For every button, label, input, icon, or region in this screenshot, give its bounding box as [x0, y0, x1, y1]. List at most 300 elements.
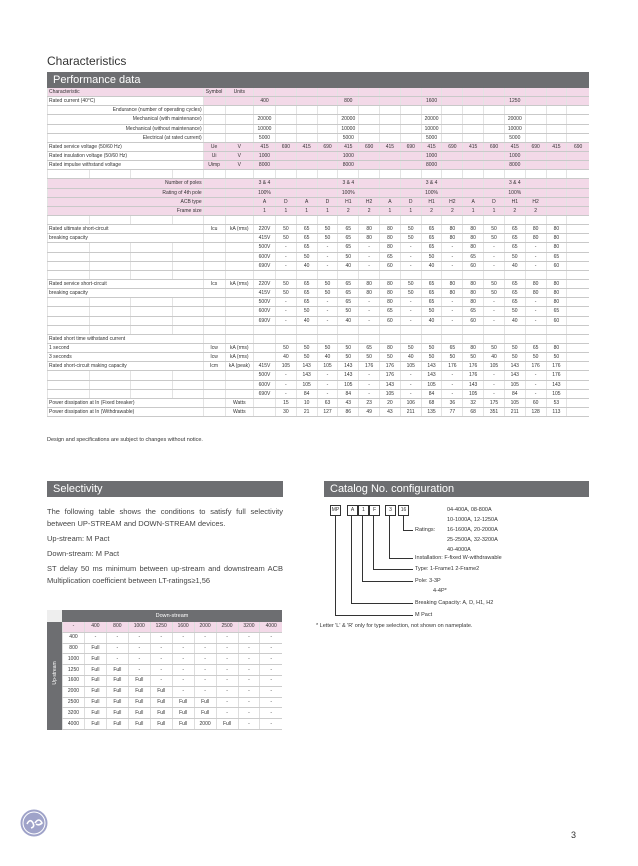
- perf-cell: [567, 206, 589, 215]
- selectivity-cell: -: [260, 643, 282, 654]
- connector-line: [403, 515, 404, 530]
- perf-cell: -: [525, 243, 546, 252]
- selectivity-cell: -: [216, 686, 238, 697]
- perf-cell: Units: [225, 88, 253, 97]
- perf-cell: 80: [380, 343, 401, 352]
- selectivity-cell: 1250: [150, 622, 172, 632]
- perf-cell: [359, 161, 380, 170]
- perf-row: [48, 307, 590, 316]
- perf-cell: [442, 179, 463, 188]
- perf-cell: 80: [546, 289, 567, 298]
- perf-cell: [254, 170, 276, 179]
- perf-cell: 105: [317, 362, 338, 371]
- perf-cell: -: [359, 298, 380, 307]
- perf-cell: 15: [275, 398, 296, 407]
- selectivity-cell: Full: [106, 719, 128, 730]
- perf-cell: Rated short-circuit making capacity: [48, 362, 204, 371]
- perf-cell: -: [359, 380, 380, 389]
- perf-cell: [359, 334, 380, 343]
- perf-cell: 800: [338, 97, 359, 106]
- perf-cell: 50: [400, 343, 421, 352]
- performance-banner: Performance data: [47, 72, 589, 88]
- perf-cell: [296, 106, 317, 115]
- perf-cell: [317, 151, 338, 160]
- perf-cell: [317, 325, 338, 334]
- selectivity-cell: -: [172, 675, 194, 686]
- perf-cell: 84: [338, 389, 359, 398]
- perf-cell: Uimp: [203, 161, 225, 170]
- perf-cell: V: [225, 151, 253, 160]
- perf-cell: -: [484, 307, 505, 316]
- perf-cell: [89, 307, 131, 316]
- perf-cell: [275, 188, 296, 197]
- perf-cell: 500V: [254, 371, 276, 380]
- perf-row: [48, 234, 590, 243]
- upstream-header: [47, 622, 62, 730]
- perf-cell: [254, 215, 276, 224]
- perf-cell: [442, 170, 463, 179]
- selectivity-row: [63, 697, 283, 708]
- perf-cell: [567, 197, 589, 206]
- perf-cell: [338, 270, 359, 279]
- perf-cell: -: [317, 298, 338, 307]
- perf-cell: [89, 252, 131, 261]
- ge-logo-icon: [19, 808, 49, 838]
- selectivity-cell: -: [238, 632, 260, 643]
- perf-cell: [48, 270, 90, 279]
- selectivity-cell: -: [216, 643, 238, 654]
- perf-cell: [172, 252, 203, 261]
- perf-cell: [296, 334, 317, 343]
- perf-cell: [203, 261, 225, 270]
- connector-line: [362, 581, 413, 582]
- perf-cell: [525, 151, 546, 160]
- perf-cell: 80: [359, 279, 380, 288]
- selectivity-cell: 2000: [194, 622, 216, 632]
- perf-cell: [525, 334, 546, 343]
- perf-cell: 80: [546, 298, 567, 307]
- selectivity-cell: Full: [150, 697, 172, 708]
- perf-cell: [400, 325, 421, 334]
- perf-cell: -: [275, 243, 296, 252]
- perf-cell: [296, 97, 317, 106]
- installation-label: Installation: F-fixed W-withdrawable: [415, 555, 502, 561]
- perf-cell: [225, 325, 253, 334]
- perf-cell: [567, 243, 589, 252]
- perf-cell: 80: [463, 234, 484, 243]
- perf-cell: [546, 161, 567, 170]
- perf-cell: [442, 115, 463, 124]
- perf-cell: Characteristic: [48, 88, 204, 97]
- perf-cell: -: [400, 371, 421, 380]
- selectivity-cell: Full: [84, 719, 106, 730]
- perf-cell: 50: [400, 289, 421, 298]
- perf-cell: [48, 325, 90, 334]
- perf-cell: [546, 197, 567, 206]
- perf-cell: [225, 215, 253, 224]
- selectivity-cell: -: [238, 654, 260, 665]
- perf-cell: [567, 371, 589, 380]
- code-box-pole: 3: [385, 505, 396, 516]
- perf-cell: [296, 188, 317, 197]
- perf-cell: 50: [421, 307, 442, 316]
- perf-cell: [338, 325, 359, 334]
- perf-cell: [525, 188, 546, 197]
- perf-cell: -: [442, 316, 463, 325]
- selectivity-cell: -: [194, 665, 216, 676]
- perf-cell: [400, 179, 421, 188]
- perf-row: [48, 261, 590, 270]
- perf-cell: [400, 151, 421, 160]
- perf-cell: [567, 389, 589, 398]
- perf-cell: A: [380, 197, 401, 206]
- rating-line: 40-4000A: [447, 547, 471, 553]
- perf-cell: 2: [359, 206, 380, 215]
- perf-cell: 80: [442, 234, 463, 243]
- perf-cell: 40: [421, 316, 442, 325]
- perf-cell: 50: [421, 343, 442, 352]
- perf-cell: [400, 270, 421, 279]
- selectivity-cell: -: [238, 697, 260, 708]
- perf-cell: -: [275, 380, 296, 389]
- selectivity-cell: -: [150, 654, 172, 665]
- perf-cell: [380, 106, 401, 115]
- perf-cell: 690V: [254, 389, 276, 398]
- perf-cell: 1: [380, 206, 401, 215]
- perf-cell: 60: [463, 316, 484, 325]
- perf-cell: [546, 170, 567, 179]
- selectivity-cell: -: [106, 654, 128, 665]
- perf-cell: 80: [380, 243, 401, 252]
- perf-cell: 176: [463, 371, 484, 380]
- perf-cell: 113: [546, 407, 567, 416]
- perf-cell: 690: [400, 142, 421, 151]
- perf-cell: 128: [525, 407, 546, 416]
- perf-cell: 80: [525, 225, 546, 234]
- perf-cell: [225, 188, 253, 197]
- perf-cell: Electrical (at rated current): [48, 133, 204, 142]
- perf-row: [48, 88, 590, 97]
- perf-cell: [131, 215, 173, 224]
- perf-cell: [380, 188, 401, 197]
- perf-cell: [225, 243, 253, 252]
- perf-cell: [359, 115, 380, 124]
- selectivity-cell: Full: [150, 719, 172, 730]
- perf-cell: -: [484, 380, 505, 389]
- perf-cell: H1: [421, 197, 442, 206]
- perf-row: [48, 289, 590, 298]
- perf-cell: Rated impulse withstand voltage: [48, 161, 204, 170]
- perf-cell: [275, 151, 296, 160]
- selectivity-cell: Full: [128, 697, 150, 708]
- perf-cell: 80: [359, 289, 380, 298]
- perf-cell: [275, 270, 296, 279]
- perf-cell: 10000: [338, 124, 359, 133]
- perf-cell: 68: [421, 398, 442, 407]
- perf-cell: [463, 170, 484, 179]
- perf-cell: [421, 106, 442, 115]
- perf-cell: -: [359, 307, 380, 316]
- perf-cell: -: [484, 371, 505, 380]
- perf-cell: [380, 334, 401, 343]
- selectivity-cell: Full: [106, 686, 128, 697]
- perf-cell: 5000: [504, 133, 525, 142]
- selectivity-table-block: [47, 610, 282, 730]
- perf-cell: [203, 97, 225, 106]
- perf-cell: 143: [338, 371, 359, 380]
- selectivity-cell: -: [172, 643, 194, 654]
- perf-cell: [546, 325, 567, 334]
- perf-row: [48, 106, 590, 115]
- perf-cell: 500V: [254, 243, 276, 252]
- perf-cell: [203, 179, 225, 188]
- connector-line: [389, 558, 413, 559]
- perf-cell: 415V: [254, 362, 276, 371]
- selectivity-row: [63, 643, 283, 654]
- perf-cell: -: [400, 389, 421, 398]
- perf-cell: [225, 389, 253, 398]
- perf-cell: D: [484, 197, 505, 206]
- perf-row: [48, 252, 590, 261]
- perf-cell: 80: [546, 243, 567, 252]
- perf-cell: [504, 88, 525, 97]
- perf-cell: Ics: [203, 279, 225, 288]
- breaking-label: Breaking Capacity: A, D, H1, H2: [415, 600, 494, 606]
- perf-cell: 80: [546, 279, 567, 288]
- selectivity-cell: 800: [106, 622, 128, 632]
- perf-cell: [172, 307, 203, 316]
- perf-cell: 50: [421, 353, 442, 362]
- perf-cell: [546, 115, 567, 124]
- perf-cell: [254, 325, 276, 334]
- perf-cell: -: [442, 243, 463, 252]
- selectivity-cell: Full: [84, 675, 106, 686]
- perf-cell: [546, 270, 567, 279]
- perf-row: [48, 151, 590, 160]
- perf-cell: [484, 334, 505, 343]
- perf-cell: -: [484, 243, 505, 252]
- perf-row: [48, 115, 590, 124]
- perf-cell: [203, 197, 225, 206]
- perf-cell: [48, 371, 90, 380]
- perf-cell: 176: [463, 362, 484, 371]
- perf-cell: [275, 115, 296, 124]
- code-box-frame: 1: [358, 505, 369, 516]
- perf-cell: [48, 298, 90, 307]
- perf-cell: 415: [296, 142, 317, 151]
- perf-cell: 143: [504, 371, 525, 380]
- selectivity-cell: Full: [128, 719, 150, 730]
- perf-cell: 84: [504, 389, 525, 398]
- perf-cell: [400, 215, 421, 224]
- perf-cell: 50: [525, 353, 546, 362]
- connector-line: [351, 515, 352, 603]
- perf-cell: [131, 252, 173, 261]
- perf-cell: -: [484, 298, 505, 307]
- selectivity-cell: -: [216, 697, 238, 708]
- perf-cell: [504, 270, 525, 279]
- perf-cell: [203, 106, 225, 115]
- perf-cell: 415V: [254, 289, 276, 298]
- selectivity-cell: 2500: [216, 622, 238, 632]
- perf-cell: 60: [380, 316, 401, 325]
- perf-cell: 1: [317, 206, 338, 215]
- perf-cell: 600V: [254, 252, 276, 261]
- perf-cell: 211: [400, 407, 421, 416]
- perf-cell: 60: [546, 261, 567, 270]
- selectivity-para: Down-stream: M Pact: [47, 549, 120, 558]
- perf-cell: -: [484, 252, 505, 261]
- perf-cell: 80: [546, 225, 567, 234]
- perf-cell: 50: [484, 225, 505, 234]
- perf-cell: 50: [275, 279, 296, 288]
- perf-cell: -: [525, 261, 546, 270]
- perf-cell: 500V: [254, 298, 276, 307]
- code-box-rating: 16: [398, 505, 409, 516]
- perf-cell: H2: [442, 197, 463, 206]
- perf-cell: 50: [504, 343, 525, 352]
- perf-cell: 84: [421, 389, 442, 398]
- perf-cell: [484, 97, 505, 106]
- perf-cell: 105: [484, 362, 505, 371]
- perf-cell: 65: [296, 298, 317, 307]
- perf-cell: [275, 161, 296, 170]
- selectivity-banner: Selectivity: [47, 481, 283, 497]
- perf-row: [48, 142, 590, 151]
- perf-row: [48, 161, 590, 170]
- perf-cell: Number of poles: [48, 179, 204, 188]
- perf-cell: [400, 188, 421, 197]
- perf-cell: 135: [421, 407, 442, 416]
- perf-cell: 690: [484, 142, 505, 151]
- perf-cell: 1000: [338, 151, 359, 160]
- perf-cell: 80: [546, 343, 567, 352]
- perf-cell: -: [359, 371, 380, 380]
- perf-cell: 65: [504, 234, 525, 243]
- selectivity-row: [63, 665, 283, 676]
- selectivity-cell: -: [63, 622, 85, 632]
- perf-cell: 10000: [421, 124, 442, 133]
- perf-cell: [380, 170, 401, 179]
- perf-cell: H1: [504, 197, 525, 206]
- perf-cell: [296, 161, 317, 170]
- perf-cell: [131, 270, 173, 279]
- selectivity-cell: -: [128, 632, 150, 643]
- perf-row: [48, 362, 590, 371]
- perf-cell: 600V: [254, 380, 276, 389]
- selectivity-cell: -: [194, 686, 216, 697]
- connector-line: [335, 615, 413, 616]
- perf-cell: 65: [442, 343, 463, 352]
- perf-cell: [463, 270, 484, 279]
- perf-cell: -: [317, 316, 338, 325]
- perf-cell: [484, 115, 505, 124]
- perf-cell: [254, 398, 276, 407]
- perf-cell: 20000: [338, 115, 359, 124]
- perf-cell: Symbol: [203, 88, 225, 97]
- perf-cell: -: [400, 243, 421, 252]
- perf-cell: -: [525, 389, 546, 398]
- code-box-mp: MP: [330, 505, 341, 516]
- perf-cell: [172, 316, 203, 325]
- perf-cell: 65: [338, 225, 359, 234]
- selectivity-cell: 1250: [63, 665, 85, 676]
- perf-cell: 50: [504, 353, 525, 362]
- perf-cell: [546, 124, 567, 133]
- perf-cell: [172, 298, 203, 307]
- perf-cell: [172, 215, 203, 224]
- perf-cell: kA (rms): [225, 343, 253, 352]
- perf-cell: 415: [338, 142, 359, 151]
- perf-cell: [567, 161, 589, 170]
- selectivity-cell: Full: [106, 697, 128, 708]
- perf-cell: -: [400, 316, 421, 325]
- perf-cell: [131, 243, 173, 252]
- perf-cell: [400, 115, 421, 124]
- perf-cell: 80: [380, 234, 401, 243]
- perf-cell: Rated insulation voltage (50/60 Hz): [48, 151, 204, 160]
- perf-cell: [275, 133, 296, 142]
- selectivity-cell: -: [194, 675, 216, 686]
- selectivity-row: [63, 686, 283, 697]
- perf-cell: 8000: [254, 161, 276, 170]
- perf-cell: [275, 334, 296, 343]
- code-box-install: F: [369, 505, 380, 516]
- perf-row: [48, 188, 590, 197]
- perf-cell: [225, 371, 253, 380]
- perf-cell: 3 seconds: [48, 353, 204, 362]
- perf-cell: Power dissipation at In (Fixed breaker): [48, 398, 204, 407]
- perf-cell: 21: [296, 407, 317, 416]
- perf-cell: [504, 334, 525, 343]
- perf-cell: [525, 106, 546, 115]
- perf-cell: [463, 88, 484, 97]
- perf-cell: 1600: [421, 97, 442, 106]
- perf-cell: [203, 389, 225, 398]
- perf-cell: [225, 106, 253, 115]
- perf-cell: 220V: [254, 225, 276, 234]
- perf-cell: A: [296, 197, 317, 206]
- perf-cell: H2: [525, 197, 546, 206]
- perf-cell: 80: [380, 298, 401, 307]
- perf-cell: 65: [504, 225, 525, 234]
- perf-cell: -: [400, 307, 421, 316]
- perf-cell: [400, 124, 421, 133]
- perf-cell: [225, 133, 253, 142]
- perf-cell: 143: [504, 362, 525, 371]
- perf-cell: [225, 115, 253, 124]
- perf-cell: [463, 151, 484, 160]
- perf-row: [48, 225, 590, 234]
- perf-cell: [275, 97, 296, 106]
- perf-row: [48, 215, 590, 224]
- perf-cell: 80: [442, 289, 463, 298]
- perf-cell: [567, 234, 589, 243]
- connector-line: [362, 515, 363, 581]
- selectivity-row: [63, 675, 283, 686]
- perf-cell: [296, 88, 317, 97]
- perf-cell: 176: [525, 362, 546, 371]
- selectivity-cell: -: [84, 632, 106, 643]
- selectivity-row: [63, 719, 283, 730]
- connector-line: [351, 603, 413, 604]
- selectivity-cell: 400: [63, 632, 85, 643]
- perf-cell: breaking capacity: [48, 234, 204, 243]
- selectivity-cell: Full: [128, 686, 150, 697]
- rating-line: 04-400A, 08-800A: [447, 507, 492, 513]
- perf-cell: [172, 389, 203, 398]
- perf-cell: [317, 133, 338, 142]
